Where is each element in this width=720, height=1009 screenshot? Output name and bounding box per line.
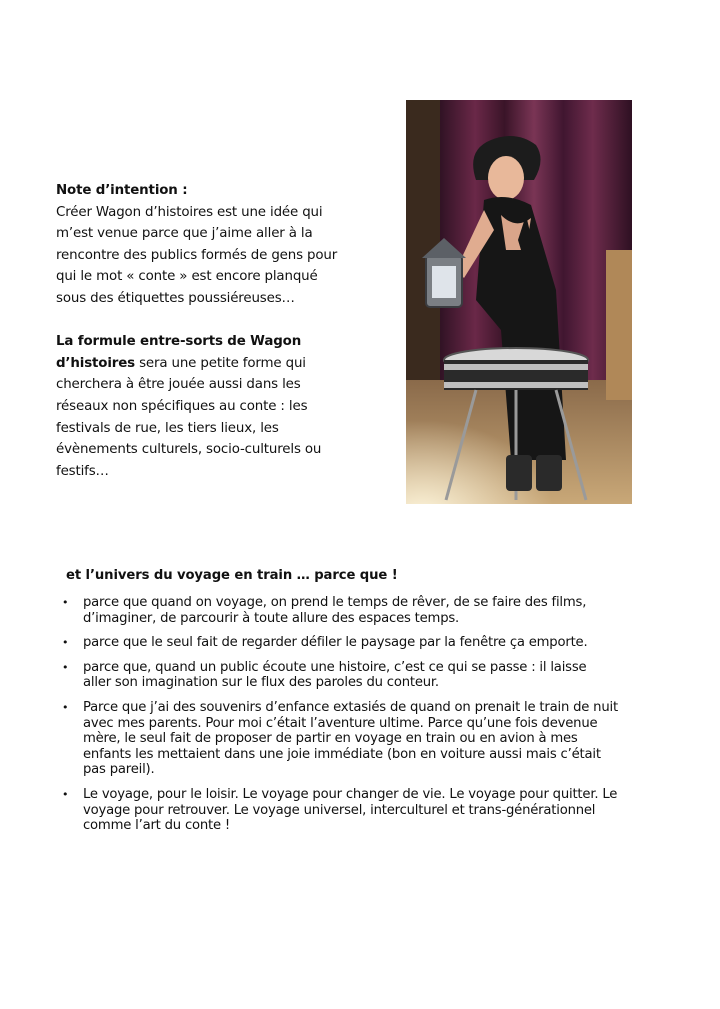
- bullet-icon: •: [62, 787, 69, 801]
- formula-line: festivals de rue, les tiers lieux, les: [56, 420, 279, 436]
- list-item: [62, 787, 672, 834]
- formula-line: évènements culturels, socio-culturels ou: [56, 442, 322, 458]
- list-item: [62, 660, 672, 691]
- reasons-list: [62, 595, 672, 843]
- list-item-line: avec mes parents. Pour moi c’était l’aventure ultime. Parce qu’une fois devenue: [83, 715, 598, 731]
- formula-line: cherchera à être jouée aussi dans les: [56, 377, 301, 393]
- bullet-icon: •: [62, 700, 69, 714]
- note-line: sous des étiquettes poussiéreuses…: [56, 290, 295, 306]
- list-item-line: mère, le seul fait de proposer de partir en voyage en train ou en avion à mes: [83, 731, 578, 747]
- list-item: [62, 595, 672, 626]
- bullet-icon: •: [62, 660, 69, 674]
- list-item-line: parce que le seul fait de regarder défiler le paysage par la fenêtre ça emporte.: [83, 635, 588, 651]
- storyteller-photo: [406, 100, 632, 504]
- list-item-line: enfants les mettaient dans une joie immédiate (bon en voiture aussi mais c’était: [83, 746, 601, 762]
- list-item-line: parce que quand on voyage, on prend le temps de rêver, de se faire des films,: [83, 595, 587, 610]
- bullet-icon: •: [62, 636, 69, 650]
- list-item-line: Le voyage, pour le loisir. Le voyage pour changer de vie. Le voyage pour quitter. Le: [83, 786, 618, 802]
- list-item-line: d’imaginer, de parcourir à toute allure des espaces temps.: [83, 610, 460, 626]
- note-line: m’est venue parce que j’aime aller à la: [56, 226, 313, 242]
- paragraph-gap: [56, 310, 368, 332]
- bullet-icon: •: [62, 596, 69, 609]
- formula-line: festifs…: [56, 463, 109, 479]
- list-item-line: comme l’art du conte !: [83, 818, 230, 834]
- formula-line-first: d’histoires sera une petite forme qui: [56, 355, 306, 371]
- formula-heading: La formule entre-sorts de Wagon: [56, 334, 302, 350]
- list-item-line: pas pareil).: [83, 762, 155, 778]
- note-line: qui le mot « conte » est encore planqué: [56, 269, 318, 285]
- list-item-line: voyage pour retrouver. Le voyage universel, interculturel et trans-générationnel: [83, 802, 596, 818]
- note-heading: Note d’intention :: [56, 183, 188, 198]
- list-item-line: parce que, quand un public écoute une histoire, c’est ce qui se passe : il laisse: [83, 659, 587, 675]
- note-line: rencontre des publics formés de gens pour: [56, 247, 338, 263]
- list-item-line: aller son imagination sur le flux des paroles du conteur.: [83, 675, 439, 691]
- train-section-title: et l’univers du voyage en train … parce que !: [66, 568, 398, 583]
- formula-line: réseaux non spécifiques au conte : les: [56, 398, 308, 414]
- list-item-line: Parce que j’ai des souvenirs d’enfance extasiés de quand on prenait le train de nuit: [83, 699, 618, 715]
- storyteller-photo-illustration: [406, 100, 632, 504]
- note-line: Créer Wagon d’histoires est une idée qui: [56, 204, 323, 220]
- intro-text-block: [56, 180, 368, 482]
- list-item: [62, 700, 672, 778]
- list-item: [62, 635, 672, 651]
